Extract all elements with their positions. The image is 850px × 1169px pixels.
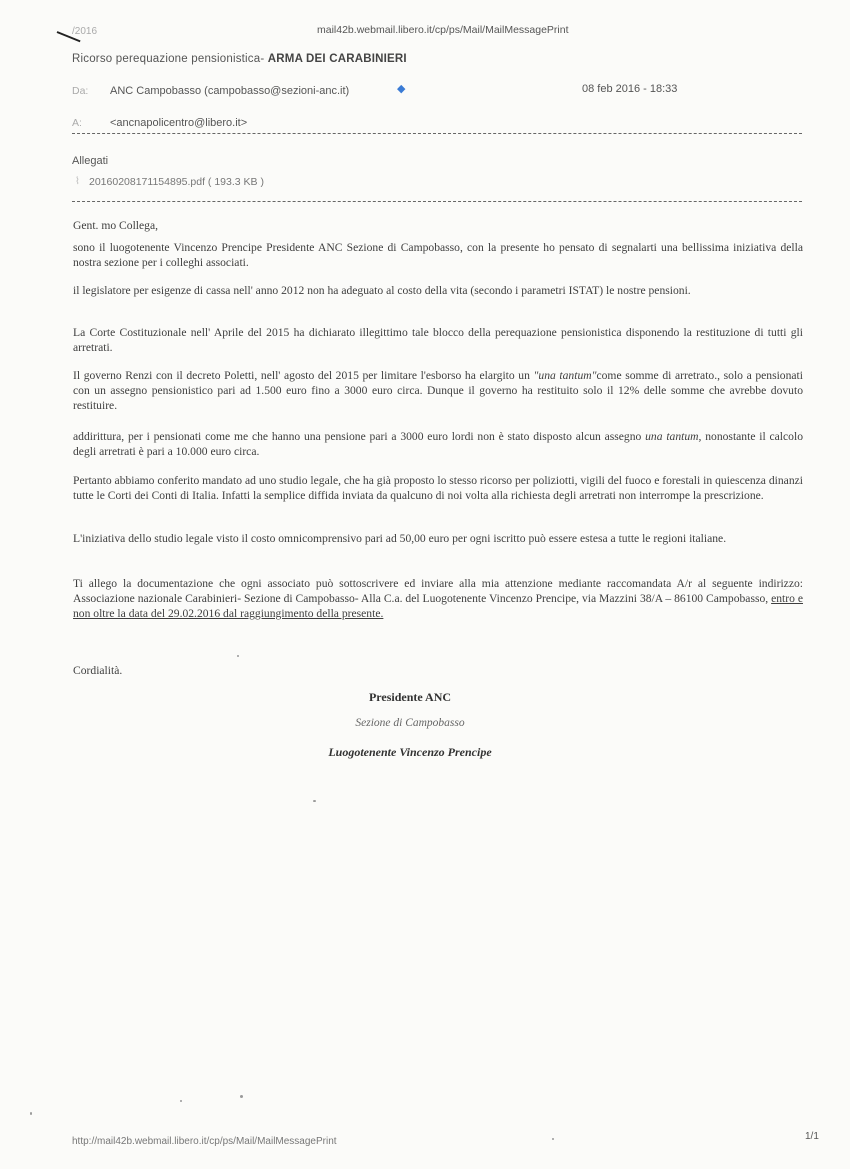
- paragraph-text: Ti allego la documentazione che ogni associato può sottoscrivere ed inviare alla mia attenzione mediante raccomandata A/r al seguente indirizzo: Associazione nazionale Carabinieri- Sezione di Campobasso- Alla C.a. del Luogotenente Vincenzo Prencipe, via Mazzini 38/A – 86100 Campobasso,: [73, 577, 803, 605]
- sender-status-icon: ◆: [397, 83, 406, 95]
- letter-greeting: Gent. mo Collega,: [73, 219, 159, 232]
- paragraph-text: addirittura, per i pensionati come me che hanno una pensione pari a 3000 euro lordi non è stato disposto alcun assegno: [73, 430, 646, 443]
- message-date: 08 feb 2016 - 18:33: [582, 83, 678, 95]
- paragraph-text: come somme di arretrato., solo a pensionati con un assegno pensionistico pari ad 1.500 euro fino a 3000 euro circa. Dunque il governo ha restituito solo il 12% delle somme che avrebbe dovuto restituire.: [73, 369, 803, 412]
- scan-speck: [30, 1112, 32, 1115]
- subject-prefix: Ricorso perequazione pensionistica-: [72, 53, 268, 65]
- paperclip-icon: ⌇: [75, 176, 80, 187]
- divider: [72, 133, 802, 134]
- letter-paragraph: L'iniziativa dello studio legale visto il costo omnicomprensivo pari ad 50,00 euro per ogni iscritto può essere estesa a tutte le regioni italiane.: [73, 532, 727, 545]
- signature-name: Luogotenente Vincenzo Prencipe: [328, 745, 492, 759]
- letter-paragraph: [73, 368, 803, 413]
- scan-speck: [180, 1100, 182, 1102]
- letter-paragraph: Pertanto abbiamo conferito mandato ad uno studio legale, che ha già proposto lo stesso ricorso per poliziotti, vigili del fuoco e forestali in quiescenza dinanzi tutte le Corti dei Conti di Italia. Infatti la semplice diffida inviata da qualcuno di noi volta alla richiesta degli arretrati non interrompe la prescrizione.: [73, 474, 803, 502]
- letter-closing: Cordialità.: [73, 664, 123, 677]
- letter-paragraph: il legislatore per esigenze di cassa nell' anno 2012 non ha adeguato al costo della vita (secondo i parametri ISTAT) le nostre pensioni.: [73, 284, 691, 297]
- to-value[interactable]: <ancnapolicentro@libero.it>: [110, 117, 248, 129]
- page-number: 1/1: [805, 1131, 819, 1142]
- paragraph-italic-text: una tantum,: [645, 430, 702, 443]
- message-subject: [72, 53, 407, 65]
- letter-paragraph: [73, 429, 803, 459]
- header-url: mail42b.webmail.libero.it/cp/ps/Mail/MailMessagePrint: [317, 24, 569, 36]
- attachments-title: Allegati: [72, 155, 109, 167]
- letter-paragraph: [73, 576, 803, 621]
- scan-speck: [240, 1095, 243, 1098]
- letter-paragraph: La Corte Costituzionale nell' Aprile del 2015 ha dichiarato illegittimo tale blocco della perequazione pensionistica disponendo la restituzione di tutti gli arretrati.: [73, 326, 803, 354]
- paragraph-text: Il governo Renzi con il decreto Poletti, nell' agosto del 2015 per limitare l'esborso ha elargito un: [73, 369, 534, 382]
- scan-speck: [237, 655, 239, 657]
- deadline-text: entro e non oltre la data del 29.02.2016 dal raggiungimento della presente.: [73, 592, 803, 620]
- scan-speck: [313, 800, 316, 802]
- to-label: A:: [72, 117, 82, 129]
- divider: [72, 201, 802, 202]
- attachment-link[interactable]: 20160208171154895.pdf ( 193.3 KB ): [89, 176, 264, 188]
- from-value[interactable]: ANC Campobasso (campobasso@sezioni-anc.it): [110, 85, 350, 97]
- signature-title: Presidente ANC: [368, 690, 452, 704]
- paragraph-italic-text: "una tantum": [533, 369, 597, 382]
- paragraph-text: nonostante il calcolo degli arretrati è pari a 10.000 euro circa.: [73, 430, 803, 458]
- letter-paragraph: sono il luogotenente Vincenzo Prencipe Presidente ANC Sezione di Campobasso, con la presente ho pensato di segnalarti una bellissima iniziativa della nostra sezione per i colleghi associati.: [73, 241, 803, 269]
- subject-main: ARMA DEI CARABINIERI: [267, 53, 407, 65]
- header-date-fragment: /2016: [72, 26, 98, 37]
- from-label: Da:: [72, 85, 89, 97]
- scan-speck: [552, 1138, 554, 1140]
- footer-url: http://mail42b.webmail.libero.it/cp/ps/Mail/MailMessagePrint: [72, 1136, 337, 1147]
- signature-section: Sezione di Campobasso: [355, 717, 465, 729]
